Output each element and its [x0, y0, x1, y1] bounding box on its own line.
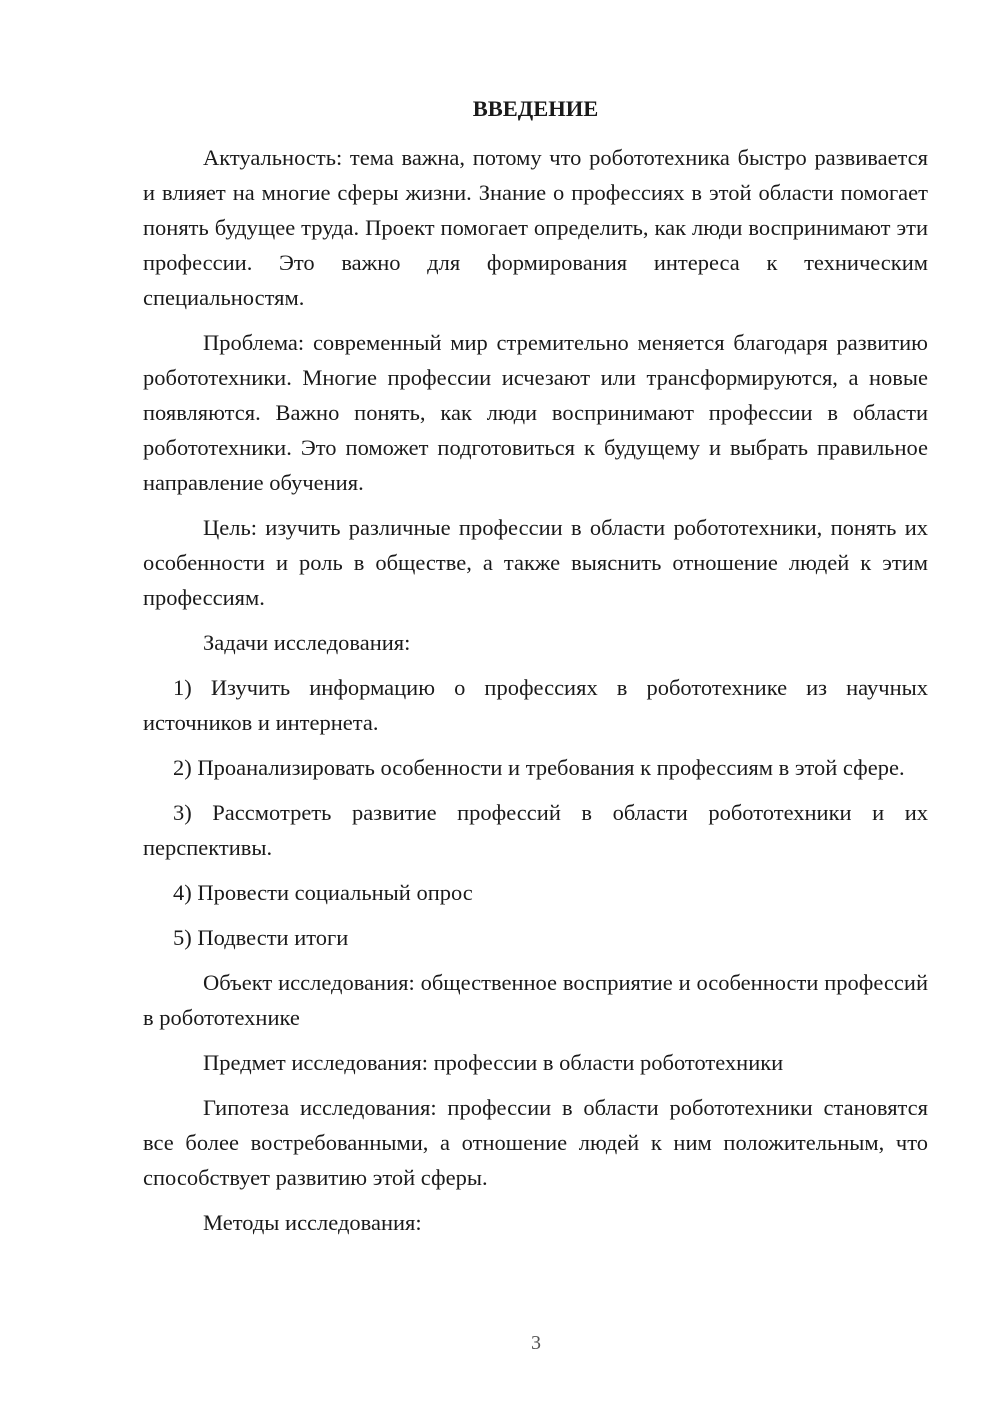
relevance-paragraph: Актуальность: тема важна, потому что робототехника быстро развивается и влияет на многие сферы жизни. Знание о профессиях в этой области помогает понять будущее труда. Проект помогает определить, как люди воспринимают эти профессии. Это важно для формирования интереса к техническим специальностям.	[143, 145, 928, 310]
task-item-3: 3) Рассмотреть развитие профессий в области робототехники и их перспективы.	[143, 800, 928, 860]
task-item-2: 2) Проанализировать особенности и требования к профессиям в этой сфере.	[173, 755, 905, 780]
task-item-1: 1) Изучить информацию о профессиях в робототехнике из научных источников и интернета.	[143, 675, 928, 735]
problem-paragraph: Проблема: современный мир стремительно меняется благодаря развитию робототехники. Многие профессии исчезают или трансформируются, а новые появляются. Важно понять, как люди воспринимают профессии в области робототехники. Это поможет подготовиться к будущему и выбрать правильное направление обучения.	[143, 330, 928, 495]
task-item-5: 5) Подвести итоги	[173, 925, 349, 950]
subject-paragraph: Предмет исследования: профессии в области робототехники	[203, 1050, 784, 1075]
document-page	[143, 94, 928, 1250]
task-item-4: 4) Провести социальный опрос	[173, 880, 473, 905]
object-paragraph: Объект исследования: общественное восприятие и особенности профессий в робототехнике	[143, 970, 928, 1030]
section-heading: ВВЕДЕНИЕ	[472, 96, 599, 121]
page-number: 3	[531, 1332, 541, 1354]
goal-paragraph: Цель: изучить различные профессии в области робототехники, понять их особенности и роль в обществе, а также выяснить отношение людей к этим профессиям.	[143, 515, 928, 610]
methods-title: Методы исследования:	[203, 1210, 422, 1235]
tasks-title: Задачи исследования:	[203, 630, 411, 655]
hypothesis-paragraph: Гипотеза исследования: профессии в области робототехники становятся все более востребованными, а отношение людей к ним положительным, что способствует развитию этой сферы.	[143, 1095, 928, 1190]
